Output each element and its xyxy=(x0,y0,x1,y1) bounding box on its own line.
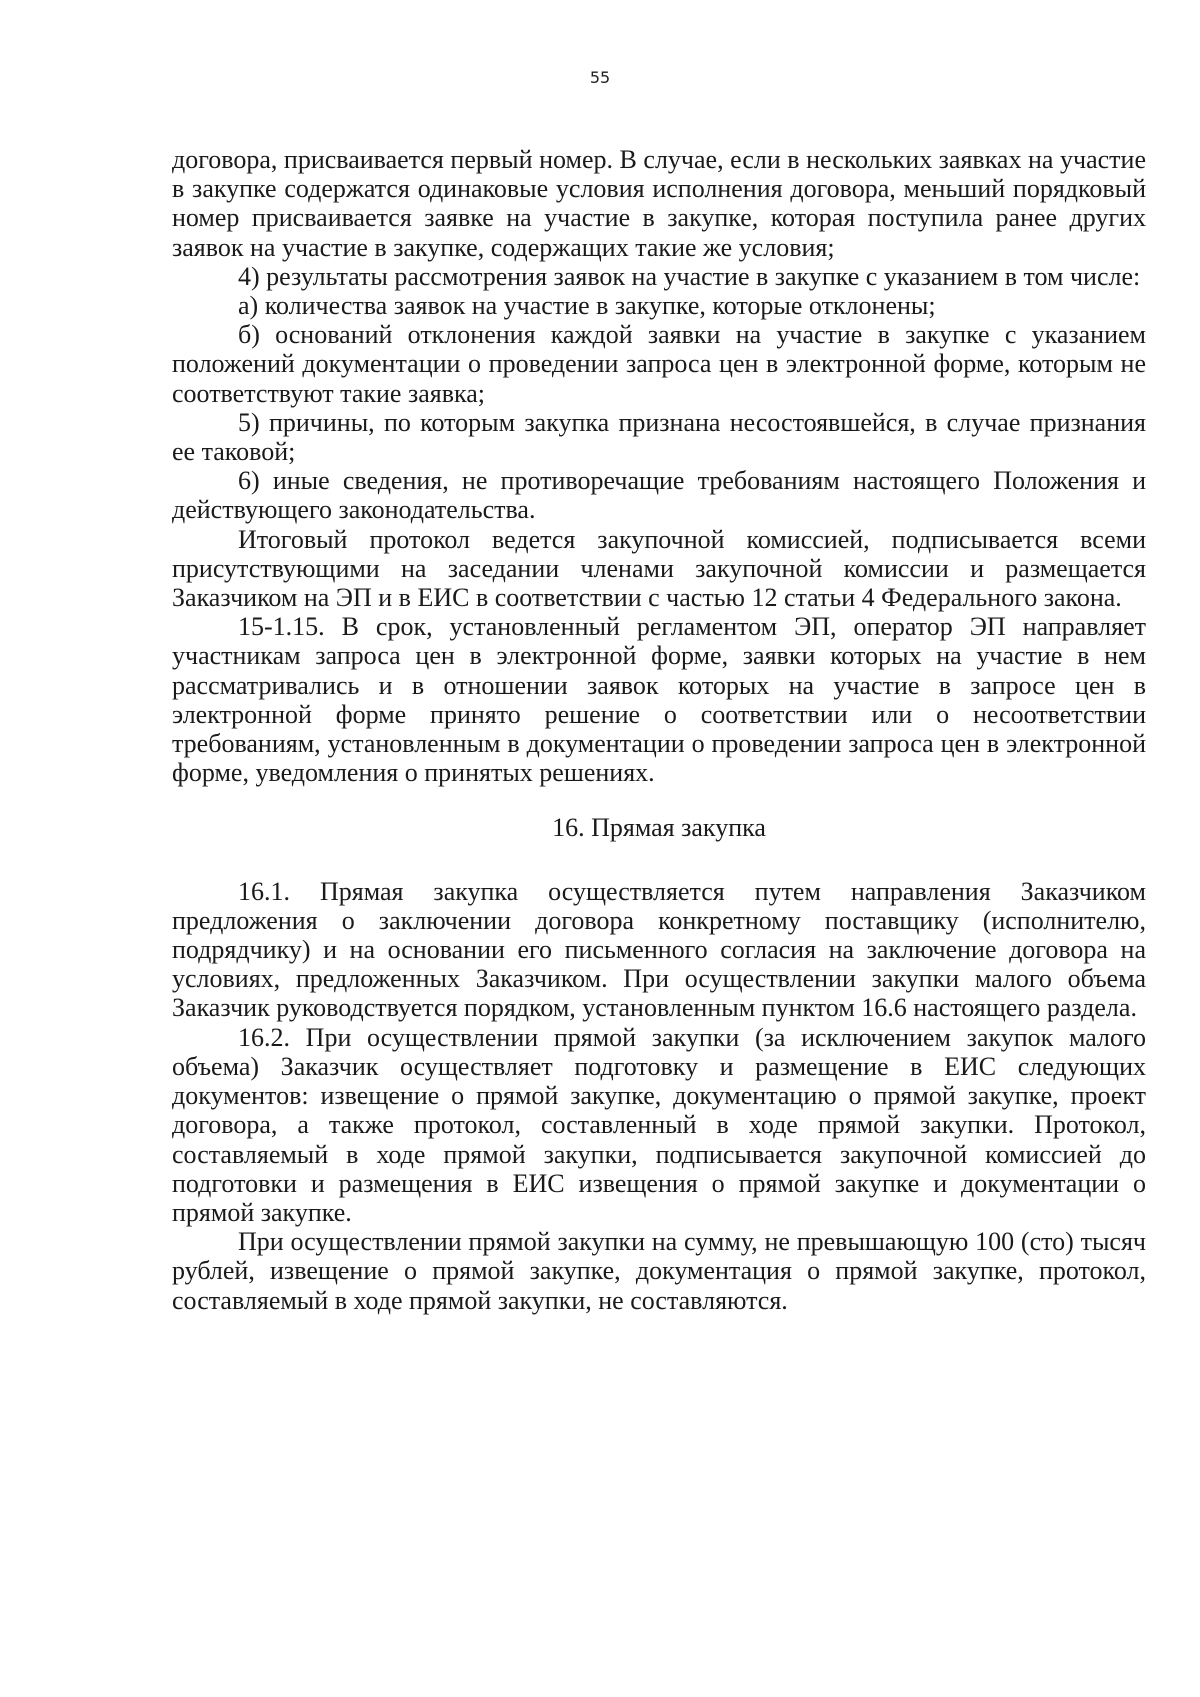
paragraph: 6) иные сведения, не противоречащие требованиям настоящего Положения и действующего законодательства. xyxy=(172,466,1146,525)
paragraph: Итоговый протокол ведется закупочной комиссией, подписывается всеми присутствующими на заседании членами закупочной комиссии и размещается Заказчиком на ЭП и в ЕИС в соответствии с частью 12 статьи 4 Федерального закона. xyxy=(172,524,1146,613)
paragraph: 16.1. Прямая закупка осуществляется путем направления Заказчиком предложения о заключении договора конкретному поставщику (исполнителю, подрядчику) и на основании его письменного согласия на заключение договора на условиях, предложенных Заказчиком. При осуществлении закупки малого объема Заказчик руководствуется порядком, установленным пунктом 16.6 настоящего раздела. xyxy=(172,876,1146,1023)
paragraph: договора, присваивается первый номер. В случае, если в нескольких заявках на участие в закупке содержатся одинаковые условия исполнения договора, меньший порядковый номер присваивается заявке на участие в закупке, которая поступила ранее других заявок на участие в закупке, содержащих такие же условия; xyxy=(172,145,1146,262)
paragraph: а) количества заявок на участие в закупке, которые отклонены; xyxy=(238,291,936,321)
paragraph: При осуществлении прямой закупки на сумму, не превышающую 100 (сто) тысяч рублей, извещение о прямой закупке, документация о прямой закупке, протокол, составляемый в ходе прямой закупки, не составляются. xyxy=(172,1227,1146,1315)
paragraph: б) оснований отклонения каждой заявки на участие в закупке с указанием положений документации о проведении запроса цен в электронной форме, которым не соответствуют такие заявка; xyxy=(172,320,1146,408)
section-title: 16. Прямая закупка xyxy=(552,813,766,843)
paragraph: 5) причины, по которым закупка признана несостоявшейся, в случае признания ее таковой; xyxy=(172,407,1146,467)
paragraph: 16.2. При осуществлении прямой закупки (за исключением закупок малого объема) Заказчик осуществляет подготовку и размещение в ЕИС следующих документов: извещение о прямой закупке, документацию о прямой закупке, проект договора, а также протокол, составленный в ходе прямой закупки. Протокол, составляемый в ходе прямой закупки, подписывается закупочной комиссией до подготовки и размещения в ЕИС извещения о прямой закупке и документации о прямой закупке. xyxy=(172,1022,1146,1227)
paragraph: 4) результаты рассмотрения заявок на участие в закупке с указанием в том числе: xyxy=(238,261,1141,291)
paragraph: 15-1.15. В срок, установленный регламентом ЭП, оператор ЭП направляет участникам запроса цен в электронной форме, заявки которых на участие в нем рассматривались и в отношении заявок которых на участие в запросе цен в электронной форме принято решение о соответствии или о несоответствии требованиям, установленным в документации о проведении запроса цен в электронной форме, уведомления о принятых решениях. xyxy=(172,612,1146,788)
document-body xyxy=(172,145,1146,1315)
page-number: 55 xyxy=(589,68,611,87)
